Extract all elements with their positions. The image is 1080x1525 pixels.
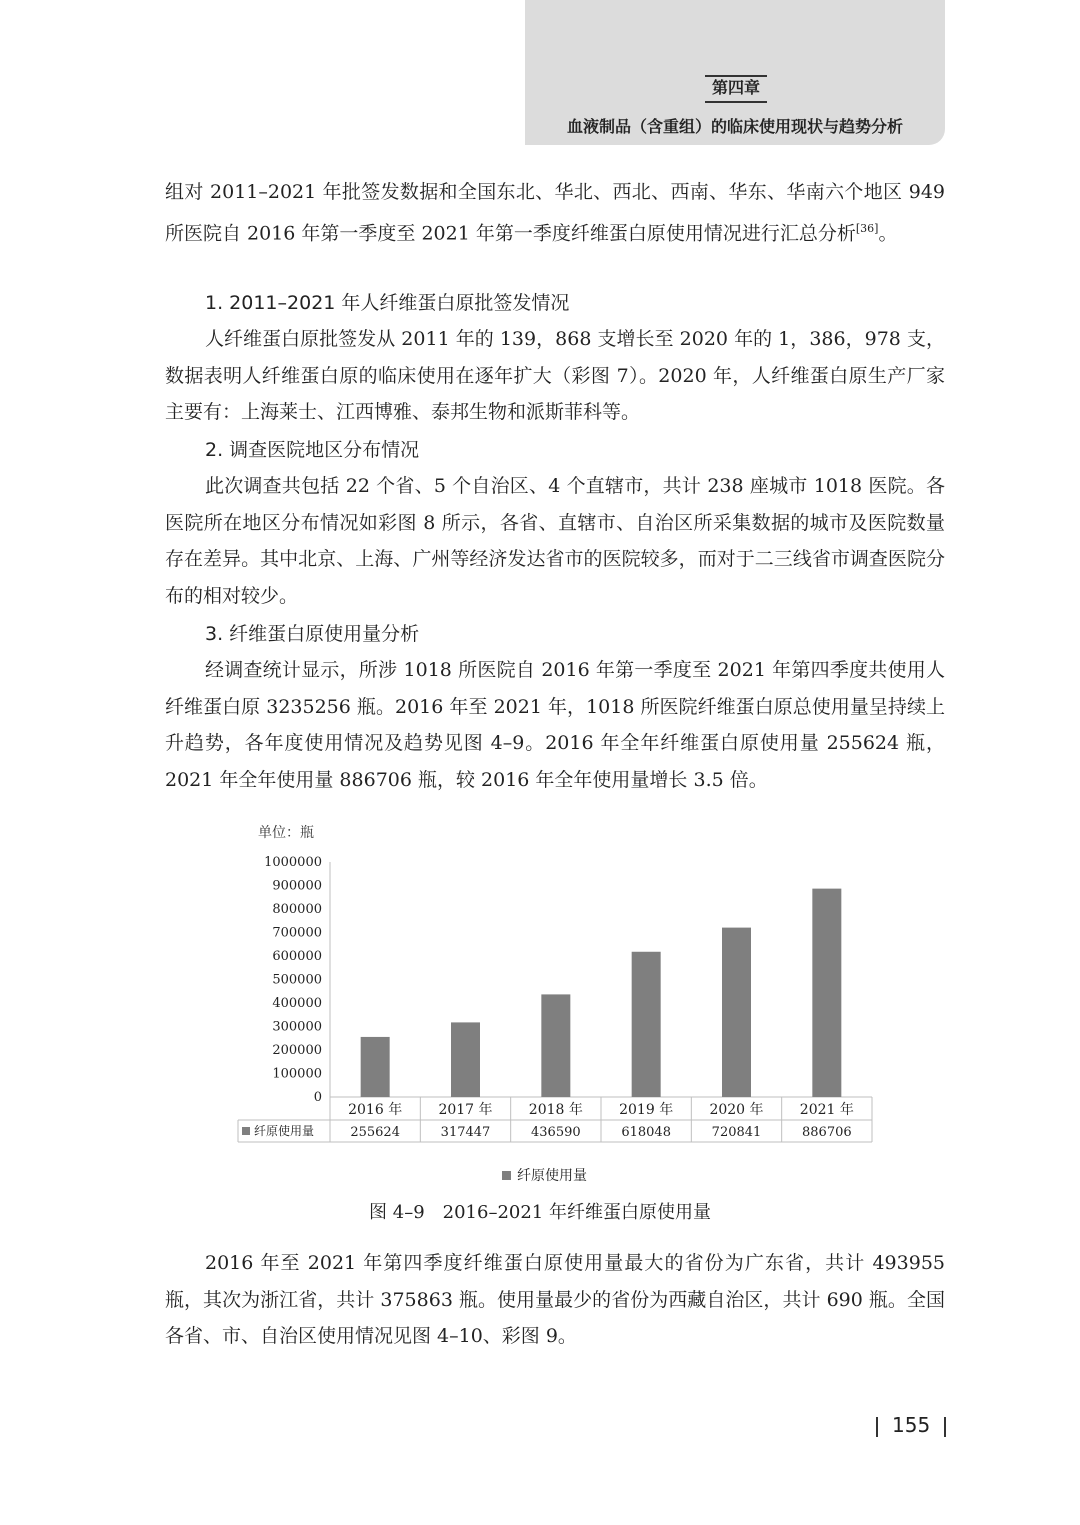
bar-4 — [722, 928, 751, 1097]
section-heading-2: 2. 调查医院地区分布情况 — [205, 439, 420, 461]
y-tick-label-4: 400000 — [272, 996, 322, 1011]
data-label-2: 436590 — [531, 1125, 581, 1140]
paragraph-3: 经调查统计显示，所涉 1018 所医院自 2016 年第一季度至 2021 年第四季度共使用人纤维蛋白原 3235256 瓶。2016 年至 2021 年，1018 所医院纤维蛋白原总使用量呈持续上升趋势，各年度使用情况及趋势见图 4–9。2016 年全年纤维蛋白原使用量 255624 瓶，2021 年全年使用量 886706 瓶，较 2016 年全年使用量增长 3.5 倍。 — [165, 659, 945, 791]
chapter-title: 血液制品（含重组）的临床使用现状与趋势分析 — [566, 117, 903, 136]
paragraph-1: 人纤维蛋白原批签发从 2011 年的 139，868 支增长至 2020 年的 1，386，978 支，数据表明人纤维蛋白原的临床使用在逐年扩大（彩图 7）。2020 年，人纤维蛋白原生产厂家主要有：上海莱士、江西博雅、泰邦生物和派斯菲科等。 — [165, 328, 945, 424]
figure-caption: 图 4–9 2016–2021 年纤维蛋白原使用量 — [369, 1202, 711, 1223]
y-tick-label-1: 100000 — [272, 1066, 322, 1082]
x-tick-label-1: 2017 年 — [438, 1102, 493, 1118]
bar-1 — [451, 1022, 480, 1097]
data-label-4: 720841 — [711, 1125, 762, 1140]
data-label-0: 255624 — [350, 1125, 400, 1140]
citation-ref: [36] — [855, 221, 879, 235]
y-tick-label-0: 0 — [313, 1090, 322, 1105]
y-tick-label-5: 500000 — [272, 972, 322, 988]
y-tick-label-6: 600000 — [272, 949, 322, 964]
y-tick-label-2: 200000 — [272, 1043, 322, 1058]
chapter-number: 第四章 — [705, 75, 767, 103]
y-tick-label-3: 300000 — [272, 1019, 322, 1035]
page-number-divider-right — [944, 1417, 946, 1437]
bar-0 — [361, 1037, 390, 1097]
table-row-label: 纤原使用量 — [254, 1124, 315, 1138]
section-heading-3: 3. 纤维蛋白原使用量分析 — [205, 623, 420, 645]
y-tick-label-7: 700000 — [272, 925, 322, 941]
x-tick-label-4: 2020 年 — [709, 1102, 764, 1118]
paragraph-4: 2016 年至 2021 年第四季度纤维蛋白原使用量最大的省份为广东省，共计 493955 瓶，其次为浙江省，共计 375863 瓶。使用量最少的省份为西藏自治区，共计 690 瓶。全国各省、市、自治区使用情况见图 4–10、彩图 9。 — [165, 1252, 945, 1348]
y-unit-label: 单位：瓶 — [258, 825, 314, 841]
intro-end: 。 — [878, 221, 898, 244]
bar-2 — [541, 994, 570, 1097]
y-tick-label-8: 800000 — [272, 902, 322, 917]
data-label-1: 317447 — [440, 1125, 491, 1140]
x-tick-label-2: 2018 年 — [528, 1102, 583, 1118]
intro-text: 组对 2011–2021 年批签发数据和全国东北、华北、西北、西南、华东、华南六个地区 949 所医院自 2016 年第一季度至 2021 年第一季度纤维蛋白原使用情况进行汇总分析 — [165, 181, 945, 244]
data-label-3: 618048 — [621, 1125, 671, 1140]
y-tick-label-10: 1000000 — [264, 855, 322, 870]
intro-paragraph — [165, 174, 945, 252]
page-number — [862, 1413, 960, 1437]
chart-plot-area — [238, 825, 872, 1184]
paragraph-2: 此次调查共包括 22 个省、5 个自治区、4 个直辖市，共计 238 座城市 1018 医院。各医院所在地区分布情况如彩图 8 所示，各省、直辖市、自治区所采集数据的城市及医院数量存在差异。其中北京、上海、广州等经济发达省市的医院较多，而对于二三线省市调查医院分布的相对较少。 — [165, 475, 945, 607]
x-tick-label-5: 2021 年 — [799, 1102, 854, 1118]
legend-swatch — [502, 1171, 511, 1180]
x-tick-label-0: 2016 年 — [348, 1102, 403, 1118]
table-legend-swatch — [242, 1127, 250, 1135]
page-number-value: 155 — [892, 1413, 931, 1437]
legend-label: 纤原使用量 — [517, 1168, 587, 1184]
x-tick-label-3: 2019 年 — [619, 1102, 674, 1118]
data-label-5: 886706 — [802, 1125, 852, 1140]
bar-3 — [632, 952, 661, 1097]
page-number-divider-left — [876, 1417, 878, 1437]
bar-5 — [812, 889, 841, 1097]
section-heading-1: 1. 2011–2021 年人纤维蛋白原批签发情况 — [205, 292, 570, 314]
usage-bar-chart — [230, 815, 880, 1190]
y-tick-label-9: 900000 — [272, 878, 322, 894]
